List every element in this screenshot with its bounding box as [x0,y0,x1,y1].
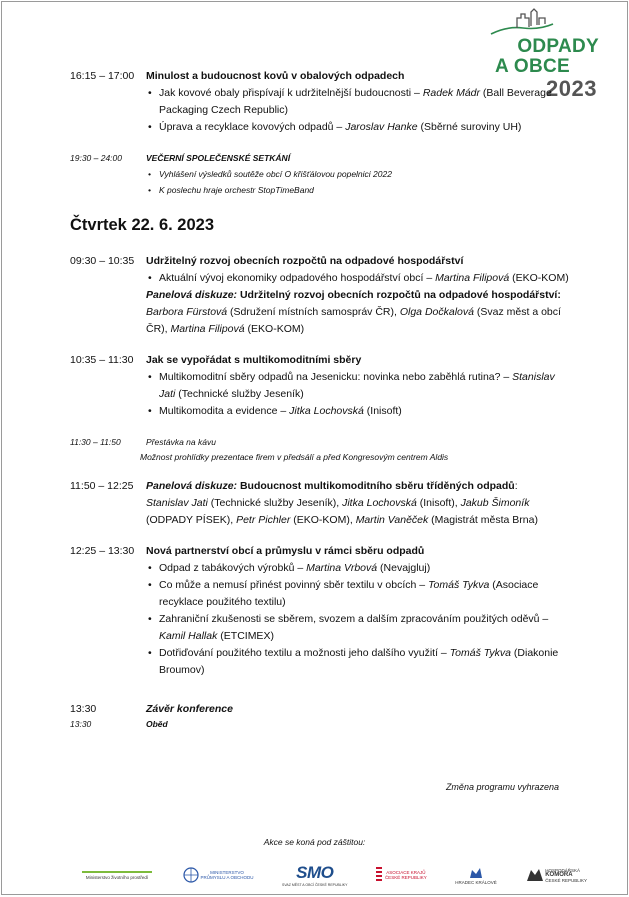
list-item: • Odpad z tabákových výrobků – Martina Vrbová (Nevajgluj) [146,560,570,577]
session-title: Minulost a budoucnost kovů v obalových odpadech [146,70,405,82]
program-page [1,1,628,895]
panel-discussion: Panelová diskuze: Udržitelný rozvoj obecních rozpočtů na odpadové hospodářství: Barbora Fürstová (Sdružení místních samospráv ČR), Olga Dočkalová (Svaz měst a obcí ČR), Martina Filipová (EKO-KOM) [146,289,561,335]
program-change-note: Změna programu vyhrazena [445,782,559,792]
list-item: • Co může a nemusí přinést povinný sběr textilu v obcích – Tomáš Tykva (Asociace recyklace použitého textilu) [146,577,570,611]
session-title: Přestávka na kávu [146,437,216,447]
session-title: VEČERNÍ SPOLEČENSKÉ SETKÁNÍ [146,153,291,163]
list-item: • Vyhlášení výsledků soutěže obcí O křišťálovou popelnici 2022 [146,166,570,182]
session-time: 10:35 – 11:30 [70,354,134,366]
program-content [70,68,570,731]
castle-skyline-icon [487,6,557,38]
break-note: Možnost prohlídky prezentace firem v předsálí a před Kongresovým centrem Aldis [140,452,449,462]
list-item: • Dotřiďování použitého textilu a možnosti jeho dalšího využití – Tomáš Tykva (Diakonie Broumov) [146,645,570,679]
session-budgets [70,253,570,338]
session-title: Oběd [146,719,168,729]
session-title: Závěr konference [146,703,233,715]
logo-ministry-industry: MINISTERSTVO PRŮMYSLU A OBCHODU [181,861,254,889]
session-title: Udržitelný rozvoj obecních rozpočtů na odpadové hospodářství [146,255,464,267]
list-item: • Zahraniční zkušenosti se sběrem, svozem a dalším zpracováním použitých oděvů – Kamil Hallak (ETCIMEX) [146,611,570,645]
session-panel-future [70,478,570,529]
lion-emblem-icon [525,867,545,883]
session-time: 16:15 – 17:00 [70,70,135,82]
session-metals [70,68,570,136]
sponsor-logos [82,860,587,890]
session-lunch [70,718,570,731]
logo-hradec-kralove: HRADEC KRÁLOVÉ [455,861,497,889]
session-time: 12:25 – 13:30 [70,545,135,557]
session-time: 13:30 [70,719,92,729]
session-time: 09:30 – 10:35 [70,255,135,267]
session-time: 13:30 [70,703,97,715]
globe-icon [181,867,201,883]
list-item: • Úprava a recyklace kovových odpadů – Jaroslav Hanke (Sběrné suroviny UH) [146,119,570,136]
session-multicommodity [70,352,570,420]
patronage-label: Akce se koná pod záštitou: [263,837,366,847]
list-item: • Multikomodita a evidence – Jitka Lochovská (Inisoft) [146,403,570,420]
logo-line1: ODPADY [517,36,599,57]
logo-ministry-environment: Ministerstvo životního prostředí [82,861,152,889]
logo-smo: SMO SVAZ MĚST A OBCÍ ČESKÉ REPUBLIKY [282,862,348,887]
session-time: 11:50 – 12:25 [70,480,134,492]
session-partnerships [70,543,570,679]
session-closing [70,701,570,718]
session-time: 19:30 – 24:00 [70,153,122,163]
session-time: 11:30 – 11:50 [70,437,121,447]
crown-icon [468,866,484,880]
day-heading: Čtvrtek 22. 6. 2023 [70,216,215,234]
list-item: • Aktuální vývoj ekonomiky odpadového hospodářství obcí – Martina Filipová (EKO-KOM) [146,270,570,287]
session-evening [70,150,570,198]
list-item: • Multikomoditní sběry odpadů na Jesenicku: novinka nebo zaběhlá rutina? – Stanislav Jati (Technické služby Jeseník) [146,369,570,403]
logo-chamber-commerce: HOSPODÁŘSKÁ KOMORA ČESKÉ REPUBLIKY [525,861,587,889]
panelists: Stanislav Jati (Technické služby Jeseník), Jitka Lochovská (Inisoft), Jakub Šimoník (ODPADY PÍSEK), Petr Pichler (EKO-KOM), Martin Vaněček (Magistrát města Brna) [146,497,538,526]
logo-line2: A OBCE [495,56,570,77]
session-title: Panelová diskuze: Budoucnost multikomoditního sběru tříděných odpadů: [146,480,518,492]
session-coffee-break [70,434,570,450]
session-title: Jak se vypořádat s multikomoditními sběry [146,354,362,366]
logo-regions-association: ASOCIACE KRAJŮ ČESKÉ REPUBLIKY [376,861,427,889]
session-title: Nová partnerství obcí a průmyslu v rámci sběru odpadů [146,545,425,557]
list-item: • Jak kovové obaly přispívají k udržitelnější budoucnosti – Radek Mádr (Ball Beverage Packaging Czech Republic) [146,85,570,119]
logo-year: 2023 [546,76,597,101]
list-item: • K poslechu hraje orchestr StopTimeBand [146,182,570,198]
